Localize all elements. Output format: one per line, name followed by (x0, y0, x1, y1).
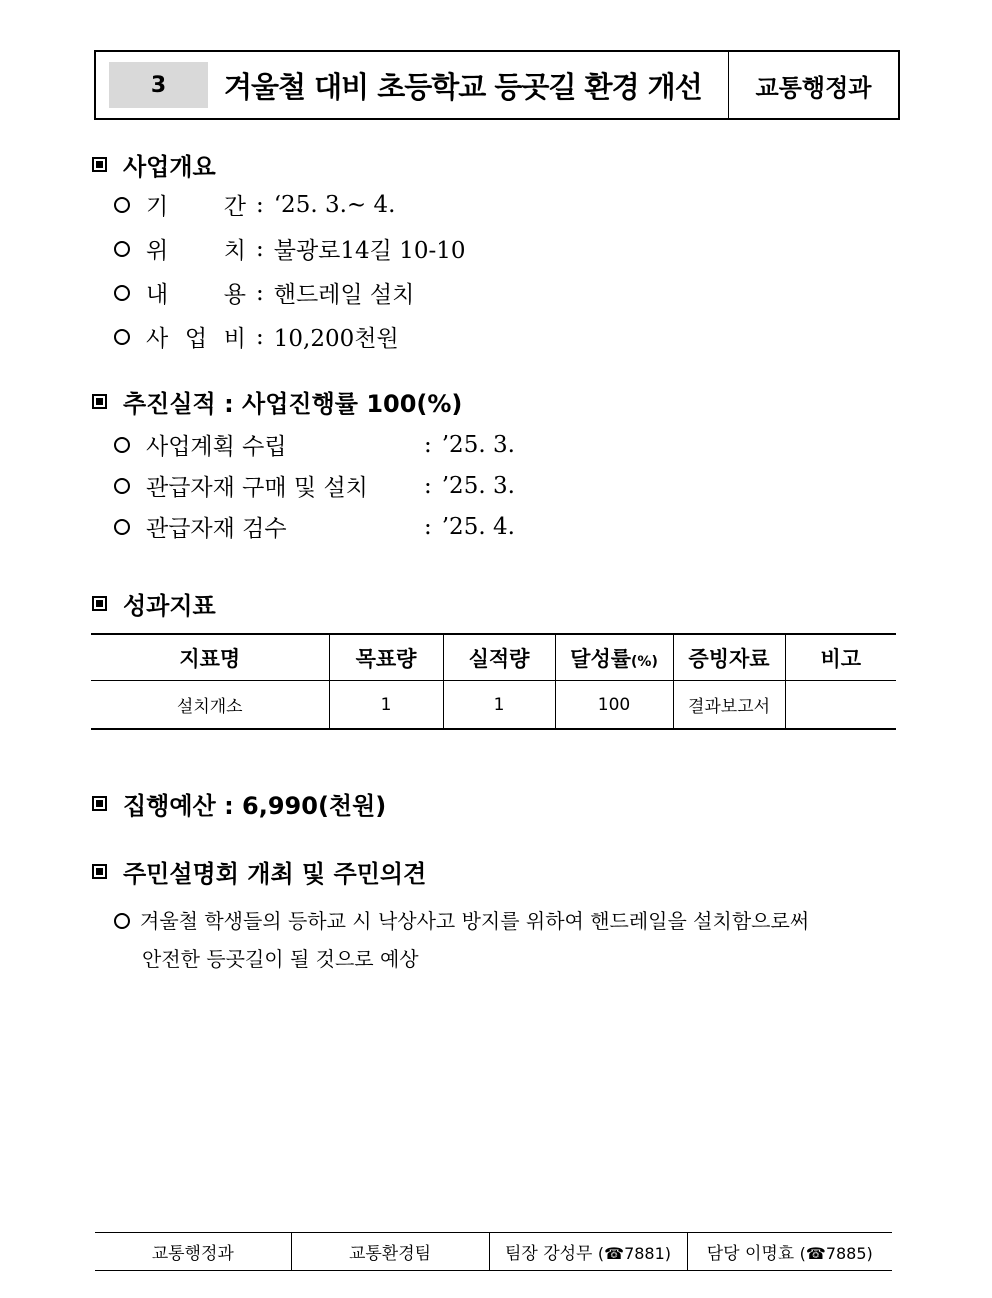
table-row (95, 1233, 892, 1271)
column-header: 실적량 (443, 634, 555, 681)
square-bullet-icon (92, 394, 107, 409)
table-cell: 1 (329, 681, 443, 730)
square-bullet-icon (92, 864, 107, 879)
overview-cost: 사 업 비 : 10,200천원 (114, 320, 399, 353)
column-header: 증빙자료 (673, 634, 785, 681)
square-bullet-icon (92, 796, 107, 811)
progress-item: 관급자재 구매 및 설치 : ’25. 3. (114, 469, 515, 502)
overview-location: 위 치 : 불광로14길 10-10 (114, 232, 466, 265)
column-header: 달성률(%) (555, 634, 673, 681)
circle-bullet-icon (114, 285, 130, 301)
overview-cost-value: 10,200천원 (273, 326, 399, 352)
table-row (91, 681, 896, 730)
department-label: 교통행정과 (728, 52, 898, 118)
footer-table (95, 1232, 892, 1271)
square-bullet-icon (92, 157, 107, 172)
opinion-paragraph: 겨울철 학생들의 등하교 시 낙상사고 방지를 위하여 핸드레일을 설치함으로써 안전한 등곳길이 될 것으로 예상 (114, 902, 904, 978)
progress-item: 관급자재 검수 : ’25. 4. (114, 510, 515, 543)
table-cell: 1 (443, 681, 555, 730)
phone-icon: (☎7885) (799, 1244, 873, 1263)
item-number: 3 (109, 62, 208, 108)
circle-bullet-icon (114, 329, 130, 345)
phone-icon: (☎7881) (597, 1244, 672, 1263)
footer-staff: 담당 이명효 (☎7885) (687, 1233, 892, 1271)
circle-bullet-icon (114, 437, 130, 453)
table-cell (785, 681, 896, 730)
column-header: 지표명 (91, 634, 329, 681)
circle-bullet-icon (114, 241, 130, 257)
circle-bullet-icon (114, 478, 130, 494)
column-header: 목표량 (329, 634, 443, 681)
footer-department: 교통행정과 (151, 1244, 234, 1264)
footer-team: 교통환경팀 (291, 1233, 489, 1271)
progress-heading: 추진실적 : 사업진행률 100(%) (92, 384, 462, 419)
overview-location-value: 불광로14길 10-10 (273, 238, 466, 264)
overview-heading: 사업개요 (92, 147, 216, 182)
overview-period-value: ‘25. 3.∼ 4. (273, 191, 396, 218)
column-header: 비고 (785, 634, 896, 681)
footer-leader: 팀장 강성무 (☎7881) (489, 1233, 687, 1271)
title-box (94, 50, 900, 120)
table-header-row (91, 634, 896, 681)
kpi-heading: 성과지표 (92, 586, 216, 621)
page-title: 겨울철 대비 초등학교 등곳길 환경 개선 (224, 69, 702, 104)
circle-bullet-icon (114, 197, 130, 213)
table-cell: 설치개소 (176, 697, 243, 717)
circle-bullet-icon (114, 913, 130, 929)
overview-period: 기 간 : ‘25. 3.∼ 4. (114, 188, 395, 221)
square-bullet-icon (92, 596, 107, 611)
opinion-heading: 주민설명회 개최 및 주민의견 (92, 854, 426, 889)
table-cell: 결과보고서 (673, 681, 785, 730)
budget-heading: 집행예산 : 6,990(천원) (92, 786, 386, 821)
circle-bullet-icon (114, 519, 130, 535)
progress-item: 사업계획 수립 : ’25. 3. (114, 428, 515, 461)
overview-content-value: 핸드레일 설치 (273, 282, 415, 308)
table-cell: 100 (555, 681, 673, 730)
overview-content: 내 용 : 핸드레일 설치 (114, 276, 414, 309)
kpi-table (91, 633, 896, 730)
